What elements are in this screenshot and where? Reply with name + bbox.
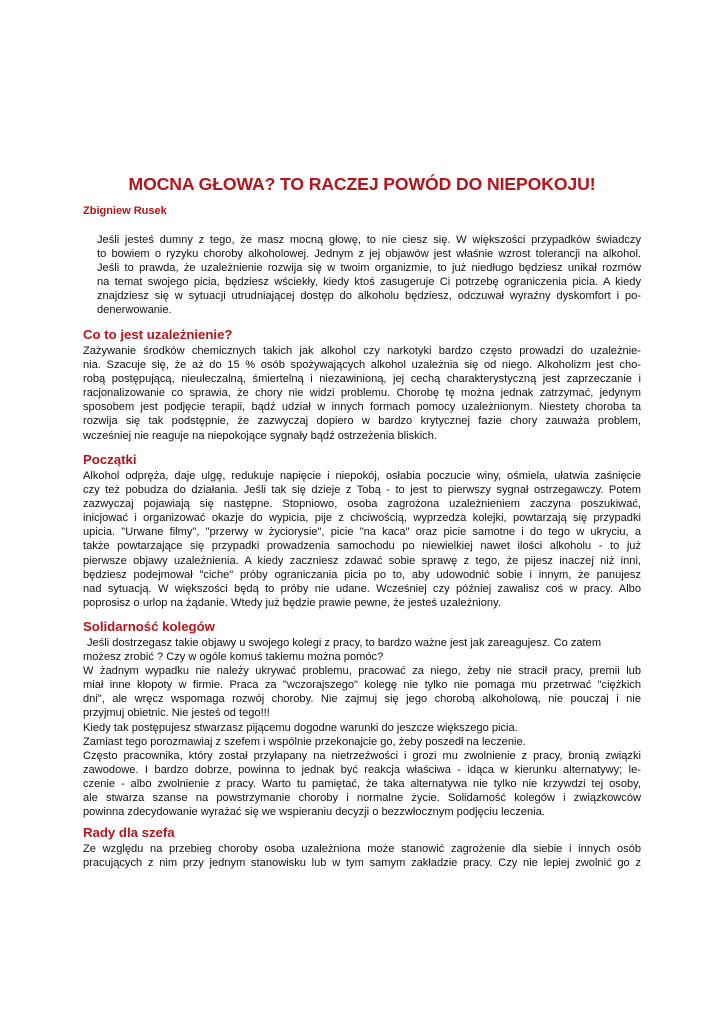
text-line: możesz zrobić ? Czy w ogóle komuś takiemu można pomóc? [83,651,384,664]
text-line: upicia. "Urwane filmy", "przerwy w życiorysie", picie "na kaca" oraz picie samotne i do tego w ukryciu, a [83,526,641,539]
section-text [83,344,641,443]
text-line: ale stwarza szanse na powstrzymanie choroby i normalne życie. Solidarność kolegów i związkowców [83,792,641,805]
text-line: wcześniej nie reaguje na niepokojące sygnały bądź ostrzeżenia bliskich. [83,429,437,442]
text-line: Jeśli jesteś dumny z tego, że masz mocną głowę, to nie ciesz się. W większości przypadków świadczy [97,234,641,246]
text-line: rozwija się tak podstępnie, że zazwyczaj dopiero w bardzo krytycznej fazie chory zauważa problem, [83,415,641,428]
section-heading: Co to jest uzależnienie? [83,327,233,342]
section-text [83,636,641,819]
section-text [83,842,641,870]
text-line: Kiedy tak postępujesz stwarzasz pijącemu dogodne warunki do jeszcze większego picia. [83,721,518,734]
text-line: to bowiem o ryzyku choroby alkoholowej. Jednym z jej objawów jest właśnie wzrost tolerancji na alkohol. [97,248,641,261]
text-line: zawodowe. I bardzo dobrze, powinna to jednak być reakcja właściwa - idąca w kierunku alternatywy; le- [83,763,641,776]
section-text [83,469,641,610]
text-line: sposobem jest podjęcie terapii, bądź udział w innych formach pomocy uzależnionym. Niestety choroba ta [83,401,641,414]
text-line: czenie - albo zwolnienie z pracy. Warto tu pamiętać, że taka alternatywa nie tylko nie krzywdzi tej osoby, [83,777,641,790]
text-line: nad sytuacją. W większości będą to próby nie udane. Wcześniej czy później zawalisz coś w pracy. Albo [83,582,641,595]
text-line: także powtarzające się przypadki prowadzenia samochodu po niewielkiej nawet ilości alkoholu - to już [83,540,641,553]
text-line: poprosisz o urlop na żądanie. Wtedy już będzie prawie pewne, że jesteś uzależniony. [83,596,501,609]
text-line: Jeśli dostrzegasz takie objawy u swojego kolegi z pracy, to bardzo ważne jest jak zareagujesz. Co zatem [87,637,602,649]
text-line: Zamiast tego porozmawiaj z szefem i wspólnie przekonajcie go, żeby poszedł na leczenie. [83,735,526,748]
text-line: denerwowanie. [97,304,172,317]
text-line: Często pracownika, który został przyłapany na nietrzeźwości i grozi mu zwolnienie z pracy, bronią związki [83,749,641,762]
text-line: racjonalizowanie co sprawia, że chory nie widzi problemu. Chorobę tę można jednak zatrzymać, jedynym [83,387,641,400]
intro-paragraph [83,233,641,318]
text-line: inicjować i organizować okazje do wypicia, pije z chciwością, wyprzedza kolejki, powtarzają się przypadki [83,512,641,525]
text-line: Ze względu na przebieg choroby osoba uzależniona może stanowić zagrożenie dla siebie i innych osób [83,843,641,855]
text-line: zazwyczaj pojawiają się następne. Stopniowo, osoba zagrożona uzależnieniem zaczyna poszukiwać, [83,498,641,511]
section-co-to-jest-uzaleznienie [83,327,641,443]
section-heading: Rady dla szefa [83,825,175,840]
section-heading: Solidarność kolegów [83,619,215,634]
text-line: znajdziesz się w sytuacji utrudniającej dostęp do alkoholu będziesz, odczuwał wyraźny dyskomfort i po- [97,290,641,303]
document-title: MOCNA GŁOWA? TO RACZEJ POWÓD DO NIEPOKOJU! [128,174,596,194]
section-solidarnosc-kolegow [83,619,641,819]
section-poczatki [83,452,641,610]
section-rady-dla-szefa [83,825,641,870]
text-line: miał inne kłopoty w firmie. Praca za "wczorajszego" kolegę nie tylko nie pomaga mu przetrwać "ciężkich [83,679,641,692]
text-line: powinna zdecydowanie wyrażać się we wspieraniu decyzji o bezzwłocznym podjęciu leczenia. [83,806,545,819]
text-line: pracujących z nim przy jednym stanowisku lub w tym samym zakładzie pracy. Czy nie lepiej zwolnić go z [83,857,641,870]
text-line: robą postępującą, nieuleczalną, śmiertelną i niezawinioną, jej cechą charakterystyczną jest zaprzeczanie i [83,373,641,386]
text-line: nia. Szacuje się, że aż do 15 % osób spożywających alkohol uzależnia się od niego. Alkoholizm jest cho- [83,359,641,372]
text-line: W żadnym wypadku nie należy ukrywać problemu, pracować za niego, żeby nie stracił pracy, premii lub [83,665,641,678]
author-name: Zbigniew Rusek [83,205,167,217]
text-line: pierwsze objawy uzależnienia. A kiedy zaczniesz zdawać sobie sprawę z tego, że pijesz inaczej niż inni, [83,554,641,567]
section-heading: Początki [83,452,137,467]
text-line: przyjmuj obietnic. Nie jesteś od tego!!! [83,707,270,720]
text-line: będziesz podejmował "ciche" próby ograniczania picia po to, aby udowodnić sobie i innym, że panujesz [83,568,641,581]
text-line: dni", ale wręcz wspomaga rozwój choroby. Nie zajmuj się jego chorobą alkoholową, nie pouczaj i nie [83,693,641,706]
text-line: Zażywanie środków chemicznych takich jak alkohol czy narkotyki bardzo często prowadzi do uzależnie- [83,345,641,357]
intro-text [83,233,641,318]
text-line: Alkohol odpręża, daje ulgę, redukuje napięcie i niepokój, osłabia poczucie winy, ośmiela, ułatwia zaśnięcie [83,470,641,482]
text-line: czy też pobudza do działania. Jeśli tak się dzieje z Tobą - to jest to pierwszy sygnał ostrzegawczy. Potem [83,484,641,497]
text-line: Jeśli to prawda, że uzależnienie rozwija się w twoim organizmie, to już niedługo będziesz unikał rozmów [97,262,641,275]
text-line: na temat swojego picia, będziesz wściekły, kiedy ktoś zasugeruje Ci potrzebę ograniczenia picia. A kiedy [97,276,641,289]
